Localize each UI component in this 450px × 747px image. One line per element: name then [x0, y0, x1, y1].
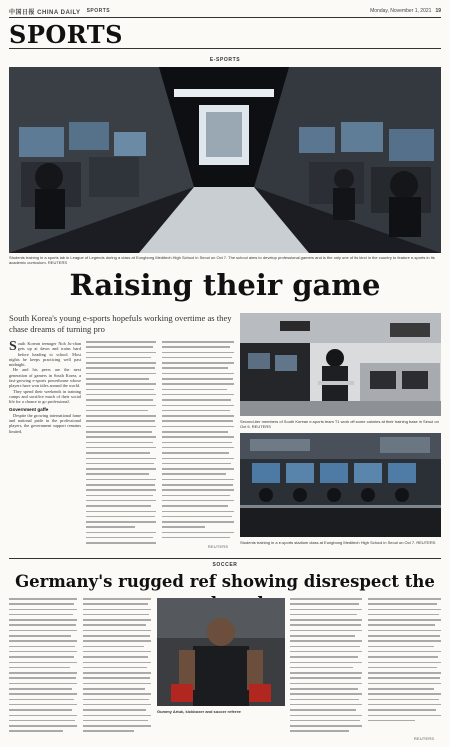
masthead-rule — [9, 17, 441, 18]
main-story-column-2 — [86, 341, 156, 553]
bottom-photo — [157, 598, 285, 706]
main-story-column-3 — [162, 341, 234, 541]
bottom-story-column-1 — [9, 598, 77, 738]
newspaper-logo: 中国日报 CHINA DAILY — [9, 9, 81, 16]
training-base-illustration — [240, 313, 441, 416]
side-photo-2-caption: Students training in a e-sports stadium class at Eungbong Meditech High School in Seoul on Oct 7. REUTERS — [240, 540, 436, 545]
main-story-credit: REUTERS — [208, 545, 229, 549]
section-rule — [9, 48, 441, 49]
gaming-room-illustration — [9, 67, 441, 253]
bottom-headline: Germany's rugged ref showing disrespect the — [15, 572, 435, 591]
main-story-column-1: South Korean teenager Noh Ju-chan gets up at dawn and trains hard before heading to school. Most nights he keeps practicing well past midnight. He and his peers are the next generation of gamers in South Korea, a fast-growing e-sports powerhouse whose players have won titles around the world. They spend their weekends in training camps and sacrifice much of their social life for a chance to go professional. Government gaffe Despite the growing international fame and national pride in the professional players, the government support remains limited. — [9, 341, 81, 434]
side-photo-1 — [240, 313, 441, 416]
section-tag-soccer: SOCCER — [212, 562, 238, 568]
side-photo-2 — [240, 433, 441, 537]
masthead-section: SPORTS — [86, 8, 111, 14]
soccer-rule — [9, 558, 441, 559]
bottom-story-column-3 — [290, 598, 362, 738]
side-photo-1-caption: Second-tier members of South Korean e-sports team T1 work off some calories at their training base in Seoul on Oct 5. REUTERS — [240, 419, 439, 430]
classroom-illustration — [240, 433, 441, 537]
masthead — [9, 6, 441, 16]
top-photo-caption: Students training in a sports lab in League of Legends during a class at Eungbong Meditech High School in Seoul on Oct 7. The school aims to develop professional gamers and is the only one of its kind in the country to feature e-sports in its academic curriculum. REUTERS — [9, 255, 435, 266]
section-title: SPORTS — [9, 20, 123, 49]
top-photo — [9, 67, 441, 253]
masthead-date: Monday, November 1, 2021 — [370, 8, 432, 14]
bottom-story-column-4 — [368, 598, 441, 730]
main-subhead: Government gaffe — [9, 406, 49, 412]
page-number: 19 — [435, 8, 441, 14]
main-headline: Raising their game — [69, 268, 381, 302]
main-dek: South Korea's young e-sports hopefuls working overtime as they chase dreams of turning pro — [9, 313, 232, 334]
bottom-story-credit: REUTERS — [414, 737, 435, 741]
referee-illustration — [157, 598, 285, 706]
bottom-photo-caption: Gummy Artuk, kickboxer and soccer referee — [157, 709, 241, 714]
section-tag-esports: E-SPORTS — [209, 57, 241, 63]
bottom-story-column-2 — [83, 598, 151, 738]
